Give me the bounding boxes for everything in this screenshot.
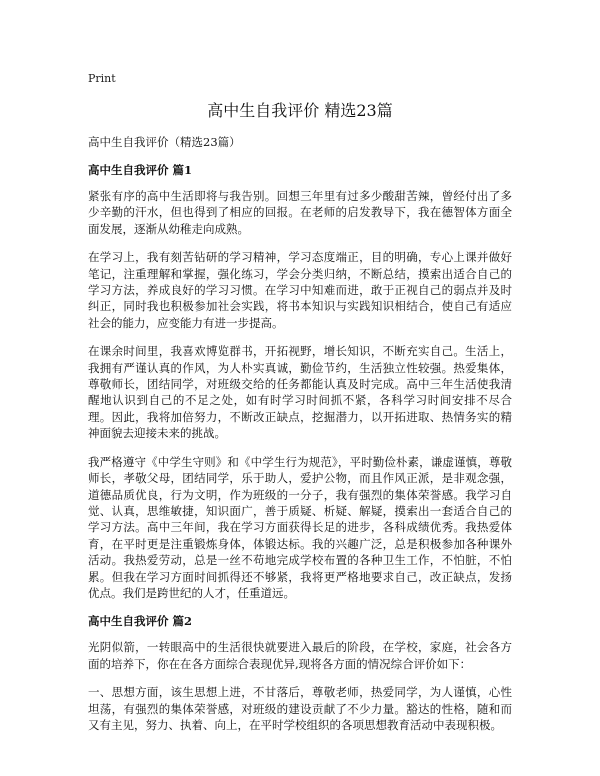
paragraph: 在课余时间里，我喜欢博览群书，开拓视野，增长知识，不断充实自己。生活上，我拥有严谨认真的作风，为人朴实真诚，勤俭节约，生活独立性较强。热爱集体，尊敬师长，团结同学，对班级交给的任务都能认真及时完成。高中三年生活使我清醒地认识到自己的不足之处，如有时学习时间抓不紧，各科学习时间安排不尽合理。因此，我将加倍努力，不断改正缺点，挖掘潜力，以开拓进取、热情务实的精神面貌去迎接未来的挑战。	[88, 344, 512, 441]
paragraph: 在学习上，我有刻苦钻研的学习精神，学习态度端正，目的明确，专心上课并做好笔记，注重理解和掌握，强化练习，学会分类归纳，不断总结，摸索出适合自己的学习方法，养成良好的学习习惯。在学习中知难而进，敢于正视自己的弱点并及时纠正，同时我也积极参加社会实践，将书本知识与实践知识相结合，使自己有适应社会的能力，应变能力有进一步提高。	[88, 250, 512, 330]
section-1	[88, 162, 512, 601]
document-subtitle: 高中生自我评价（精选23篇）	[88, 135, 241, 149]
paragraph: 光阴似箭，一转眼高中的生活很快就要进入最后的阶段，在学校，家庭，社会各方面的培养下，你在在各方面综合表现优异,现将各方面的情况综合评价如下：	[88, 640, 512, 671]
print-label: Print	[88, 72, 116, 85]
section-2	[88, 613, 512, 733]
document-title: 高中生自我评价 精选23篇	[207, 101, 393, 120]
paragraph: 我严格遵守《中学生守则》和《中学生行为规范》，平时勤俭朴素，谦虚谨慎，尊敬师长，孝敬父母，团结同学，乐于助人，爱护公物，而且作风正派，是非观念强，道德品质优良，行为文明，作为班级的一分子，我有强烈的集体荣誉感。我学习自觉、认真，思维敏捷，知识面广，善于质疑、析疑、解疑，摸索出一套适合自己的学习方法。高中三年间，我在学习方面获得长足的进步，各科成绩优秀。我热爱体育，在平时更是注重锻炼身体，体锻达标。我的兴趣广泛，总是积极参加各种课外活动。我热爱劳动，总是一丝不苟地完成学校布置的各种卫生工作，不怕脏，不怕累。但我在学习方面时间抓得还不够紧，我将更严格地要求自己，改正缺点，发扬优点。我们是跨世纪的人才，任重道远。	[88, 454, 512, 600]
section-heading: 高中生自我评价 篇1	[88, 163, 193, 177]
paragraph: 一、思想方面，该生思想上进，不甘落后，尊敬老师，热爱同学，为人谨慎，心性坦荡，有强烈的集体荣誉感，对班级的建设贡献了不少力量。豁达的性格，随和而又有主见，努力、执着、向上，在平时学校组织的各项思想教育活动中表现积极。	[88, 685, 512, 732]
paragraph: 紧张有序的高中生活即将与我告别。回想三年里有过多少酸甜苦辣，曾经付出了多少辛勤的汗水，但也得到了相应的回报。在老师的启发教导下，我在德智体方面全面发展，逐渐从幼稚走向成熟。	[88, 189, 512, 236]
section-heading: 高中生自我评价 篇2	[88, 614, 193, 629]
